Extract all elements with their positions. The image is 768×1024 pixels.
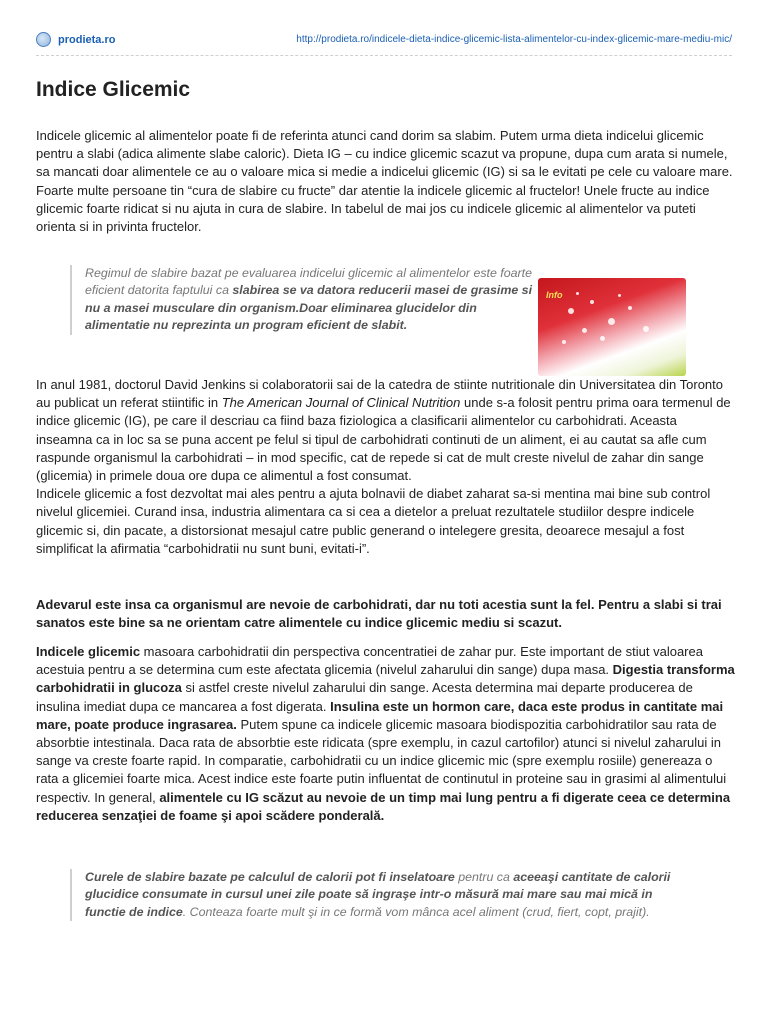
blockquote-weight-loss	[70, 265, 541, 335]
history-text-1: In anul 1981, doctorul David Jenkins si colaboratorii sai de la catedra de stiinte nutritionale din Universitatea din Toronto au publicat un referat stiintific in	[36, 377, 723, 411]
journal-title: The American Journal of Clinical Nutrition	[221, 395, 461, 411]
quote2-bold-1: Curele de slabire bazate pe calculul de calorii pot fi inselatoare	[85, 870, 455, 884]
page-url-link[interactable]: http://prodieta.ro/indicele-dieta-indice-glicemic-lista-alimentelor-cu-index-glicemic-mare-mediu-mic/	[296, 34, 732, 45]
page-title: Indice Glicemic	[36, 78, 191, 101]
p4-text-2: si astfel creste nivelul zaharului din sange. Acesta determina mai departe producerea de insulina imediat dupa ce mancarea a fost digerata.	[36, 680, 693, 714]
quote1-bold: slabirea se va datora reducerii masei de grasime si nu a masei musculare din organism.Doar eliminarea glucidelor din alimentatie nu reprezinta un program eficient de slabit.	[85, 283, 533, 333]
intro-paragraph: Indicele glicemic al alimentelor poate fi de referinta atunci cand dorim sa slabim. Putem urma dieta indicelui glicemic pentru a slabi (adica alimente slabe caloric). Dieta IG – cu indice glicemic scazut va propune, dupa cum arata si numele, sa mancati doar alimentele ce au o valoare mica si medie a indicelui glicemic (IG) si sa le evitati pe cele cu valoare mare. Foarte multe persoane tin “cura de slabire cu fructe” dar atentie la indicele glicemic al fructelor! Unele fructe au indice glicemic foarte ridicat si nu ajuta in cura de slabire. In tabelul de mai jos cu indicele glicemic al alimentelor va puteti orienta si in privinta fructelor.	[36, 128, 733, 235]
site-link[interactable]	[36, 32, 115, 47]
site-name[interactable]: prodieta.ro	[58, 33, 116, 46]
p4-text-1: masoara carbohidratii din perspectiva concentratiei de zahar pur. Este important de stiut valoarea acestuia pentru a se determina cum este afectata glicemia (nivelul zaharului din sange) dupa masa.	[36, 644, 703, 678]
globe-icon	[36, 32, 51, 47]
history-text-3: Indicele glicemic a fost dezvoltat mai ales pentru a ajuta bolnavii de diabet zaharat sa-si mentina mai bine sub control nivelul glicemiei. Curand insa, industria alimentara ca si cea a dietelor a preluat rezultatele studiilor despre indicele glicemic si, din pacate, a distorsionat mesajul catre public generand o intelegere gresita, deoarece mesajul a fost simplificat la afirmatia “carbohidratii nu sunt buni, evitati-i”.	[36, 486, 711, 556]
quote2-bold-2: aceeaşi cantitate de calorii glucidice consumate in cursul unei zile poate să ingraşe intr-o măsură mai mare sau mai mică in functie de indice	[85, 870, 671, 919]
quote1-text: Regimul de slabire bazat pe evaluarea indicelui glicemic al alimentelor este foarte eficient datorita faptului ca	[85, 266, 532, 298]
glycemic-explanation	[36, 643, 736, 825]
p4-bold-4: alimentele cu IG scăzut au nevoie de un timp mai lung pentru a fi digerate ceea ce determina reducerea senzaţiei de foame şi apoi scădere ponderală.	[36, 789, 731, 823]
history-text-2: unde s-a folosit pentru prima oara termenul de indice glicemic (IG), pe care il descriau ca fiind baza fiziologica a clasificarii alimentelor cu carbohidrati. Aceasta inseamna ca in loc sa se puna accent pe felul si tipul de carbohidrati continuti de un aliment, ei au cautat sa afle cum raspunde organismul la carbohidrati – in mod specific, cat de repede si cat de mult creste nivelul de zahar din sange (glicemia) in primele doua ore dupa ce alimentul a fost consumat.	[36, 395, 731, 484]
image-label: Info	[546, 290, 563, 300]
quote2-text-1: pentru ca	[454, 870, 514, 884]
blockquote-calories	[70, 869, 685, 921]
key-statement: Adevarul este insa ca organismul are nevoie de carbohidrati, dar nu toti acestia sunt la fel. Pentru a slabi si trai sanatos este bine sa ne orientam catre alimentele cu indice glicemic mediu si scazut.	[36, 597, 722, 631]
quote2-text-2: . Conteaza foarte mult şi in ce formă vom mânca acel aliment (crud, fiert, copt, prajit).	[182, 904, 650, 919]
header-divider	[36, 55, 732, 56]
history-paragraph	[36, 376, 736, 558]
p4-bold-3: Insulina este un hormon care, daca este produs in cantitate mai mare, poate produce ingrasarea.	[36, 698, 724, 732]
p4-text-3: Putem spune ca indicele glicemic masoara biodispozitia carbohidratilor sau rata de absorbtie intestinala. Daca rata de absorbtie este ridicata (spre exemplu, in cazul cartofilor) atunci si nivelul zaharului in sange va creste foarte rapid. In comparatie, carbohidratii cu un indice glicemic mic (spre exemplu rosiile) genereaza o rata a glicemiei foarte mica. Acest indice este foarte putin influentat de continutul in proteine sau in grasimi al alimentului respectiv. In general,	[36, 716, 727, 805]
p4-bold-1: Indicele glicemic	[36, 644, 141, 659]
page-header	[36, 32, 732, 54]
p4-bold-2: Digestia transforma carbohidratii in glucoza	[36, 662, 735, 696]
article-image	[538, 278, 686, 376]
